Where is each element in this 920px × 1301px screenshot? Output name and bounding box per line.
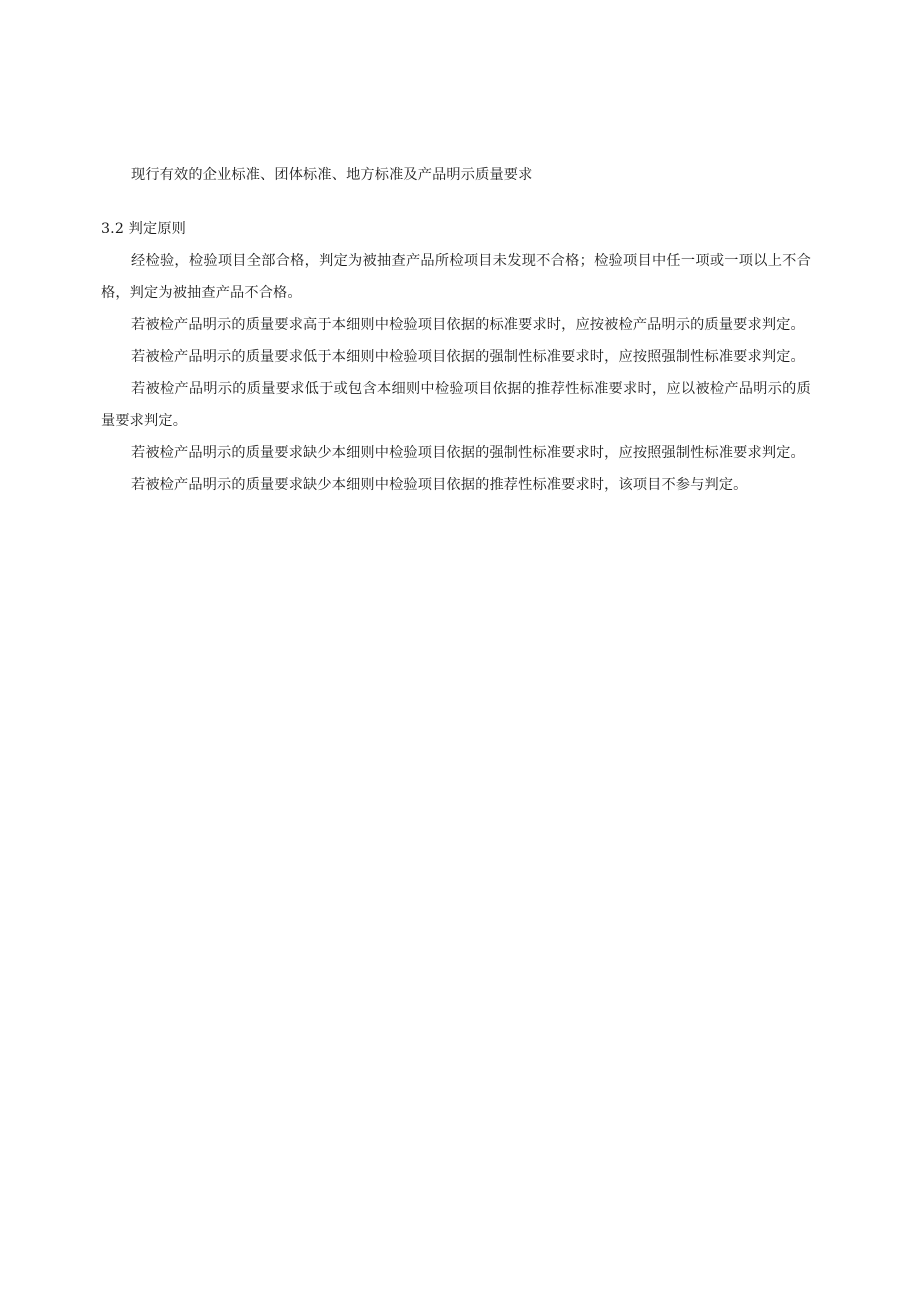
paragraph-3: 若被检产品明示的质量要求低于本细则中检验项目依据的强制性标准要求时，应按照强制性标准要求判定。: [131, 349, 805, 365]
section-heading: 3.2 判定原则: [101, 221, 187, 237]
paragraph-6: 若被检产品明示的质量要求缺少本细则中检验项目依据的推荐性标准要求时，该项目不参与判定。: [131, 477, 748, 493]
document-body: [101, 159, 811, 501]
paragraph-4: 若被检产品明示的质量要求低于或包含本细则中检验项目依据的推荐性标准要求时，应以被检产品明示的质量要求判定。: [101, 381, 811, 429]
paragraph-2: 若被检产品明示的质量要求高于本细则中检验项目依据的标准要求时，应按被检产品明示的质量要求判定。: [131, 317, 805, 333]
paragraph-5: 若被检产品明示的质量要求缺少本细则中检验项目依据的强制性标准要求时，应按照强制性标准要求判定。: [131, 445, 805, 461]
intro-line: 现行有效的企业标准、团体标准、地方标准及产品明示质量要求: [131, 167, 533, 183]
paragraph-1: 经检验，检验项目全部合格，判定为被抽查产品所检项目未发现不合格；检验项目中任一项或一项以上不合格，判定为被抽查产品不合格。: [101, 253, 811, 301]
